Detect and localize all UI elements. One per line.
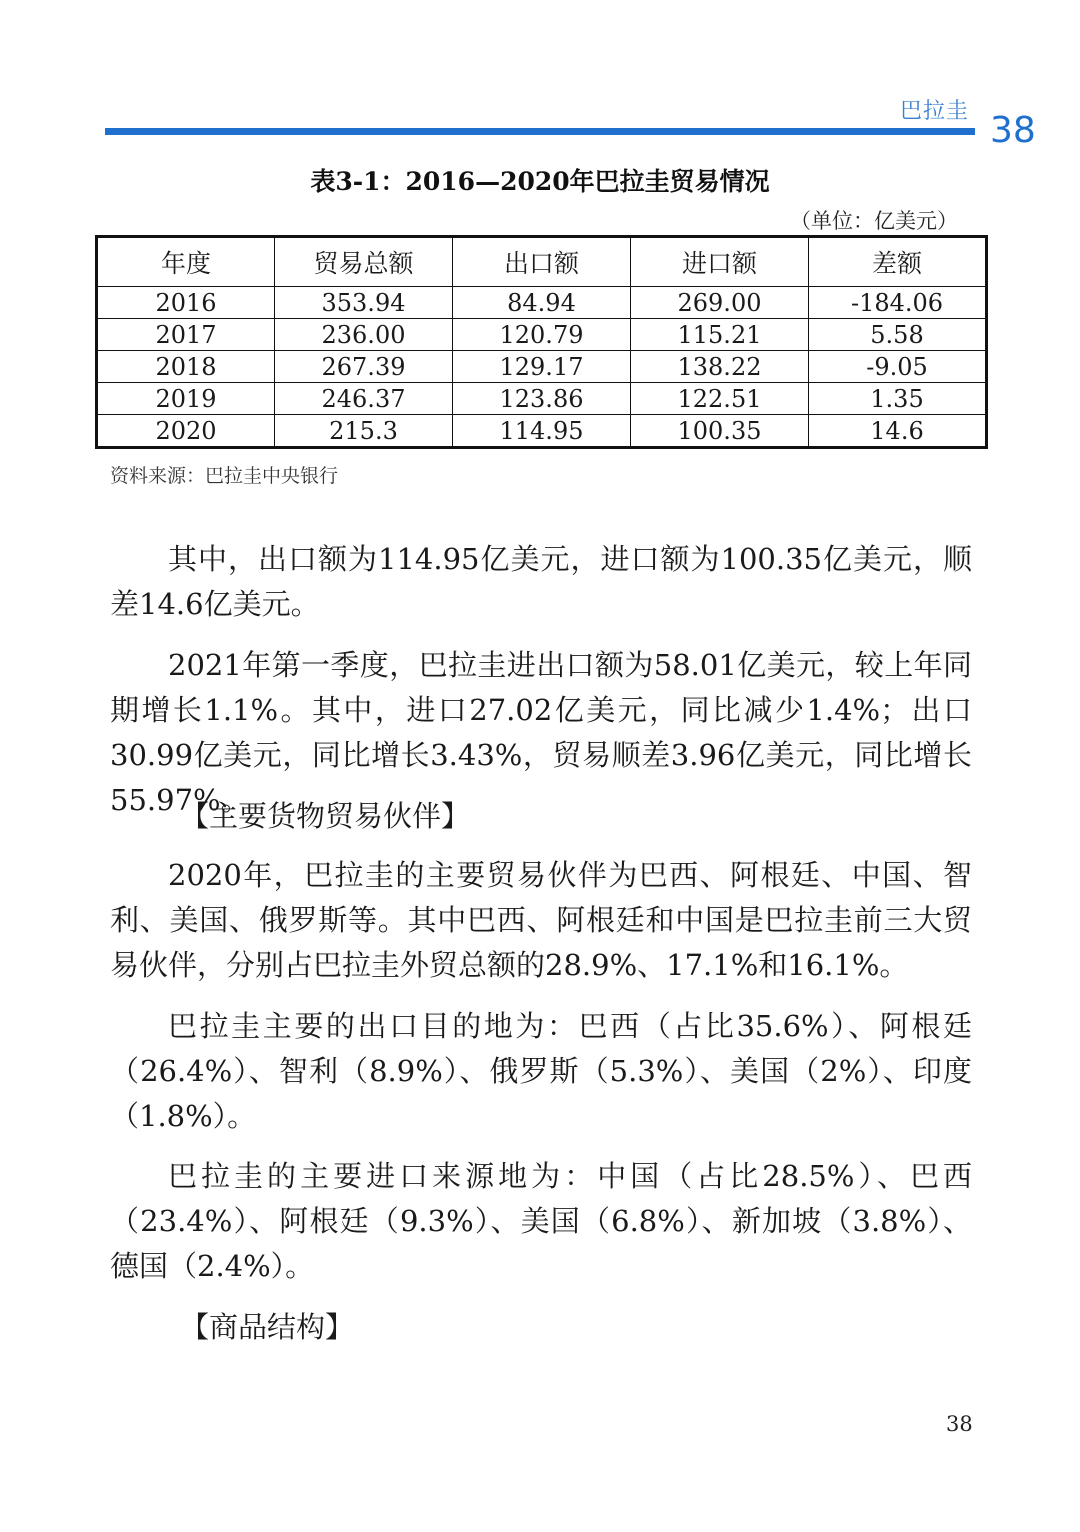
table-cell: 2017: [97, 319, 275, 351]
table-cell: 123.86: [453, 383, 631, 415]
table-cell: -184.06: [809, 287, 987, 319]
paragraph: 巴拉圭主要的出口目的地为：巴西（占比35.6%）、阿根廷（26.4%）、智利（8.9%）、俄罗斯（5.3%）、美国（2%）、印度（1.8%）。: [110, 1009, 972, 1133]
table-cell: 2016: [97, 287, 275, 319]
table-cell: 2018: [97, 351, 275, 383]
header-rule: [105, 128, 975, 135]
table-cell: 246.37: [275, 383, 453, 415]
table-cell: 267.39: [275, 351, 453, 383]
column-header: 出口额: [453, 237, 631, 287]
table-cell: 84.94: [453, 287, 631, 319]
table-cell: 236.00: [275, 319, 453, 351]
table-row: [97, 287, 987, 319]
column-header: 差额: [809, 237, 987, 287]
column-header: 贸易总额: [275, 237, 453, 287]
header-page-number: 38: [990, 110, 1036, 151]
table-cell: -9.05: [809, 351, 987, 383]
table-cell: 138.22: [631, 351, 809, 383]
table-cell: 114.95: [453, 415, 631, 448]
paragraph: 2021年第一季度，巴拉圭进出口额为58.01亿美元，较上年同期增长1.1%。其中，进口27.02亿美元，同比减少1.4%；出口30.99亿美元，同比增长3.43%，贸易顺差3.96亿美元，同比增长55.97%。: [110, 648, 972, 817]
header-country-name: 巴拉圭: [900, 99, 970, 124]
trade-table: [95, 235, 988, 449]
table-cell: 120.79: [453, 319, 631, 351]
table-row: [97, 351, 987, 383]
table-unit: （单位：亿美元）: [790, 209, 958, 233]
table-cell: 115.21: [631, 319, 809, 351]
paragraph: 其中，出口额为114.95亿美元，进口额为100.35亿美元，顺差14.6亿美元。: [110, 542, 972, 621]
paragraph: 巴拉圭的主要进口来源地为：中国（占比28.5%）、巴西（23.4%）、阿根廷（9.3%）、美国（6.8%）、新加坡（3.8%）、德国（2.4%）。: [110, 1159, 972, 1283]
table-cell: 1.35: [809, 383, 987, 415]
section-heading: 【主要货物贸易伙伴】: [180, 799, 471, 833]
table-cell: 122.51: [631, 383, 809, 415]
column-header: 进口额: [631, 237, 809, 287]
table-row: [97, 319, 987, 351]
section-heading: 【商品结构】: [180, 1310, 355, 1344]
table-cell: 269.00: [631, 287, 809, 319]
paragraph: 2020年，巴拉圭的主要贸易伙伴为巴西、阿根廷、中国、智利、美国、俄罗斯等。其中巴西、阿根廷和中国是巴拉圭前三大贸易伙伴，分别占巴拉圭外贸总额的28.9%、17.1%和16.1%。: [110, 858, 972, 982]
footer-page-number: 38: [946, 1412, 973, 1436]
table-row: [97, 415, 987, 448]
table-cell: 2019: [97, 383, 275, 415]
table-row: [97, 383, 987, 415]
table-cell: 215.3: [275, 415, 453, 448]
table-cell: 353.94: [275, 287, 453, 319]
table-cell: 5.58: [809, 319, 987, 351]
table-cell: 129.17: [453, 351, 631, 383]
table-cell: 100.35: [631, 415, 809, 448]
table-source: 资料来源：巴拉圭中央银行: [110, 465, 339, 487]
table-header-row: [97, 237, 987, 287]
table-title: 表3-1：2016—2020年巴拉圭贸易情况: [310, 167, 770, 196]
column-header: 年度: [97, 237, 275, 287]
table-cell: 14.6: [809, 415, 987, 448]
table-cell: 2020: [97, 415, 275, 448]
